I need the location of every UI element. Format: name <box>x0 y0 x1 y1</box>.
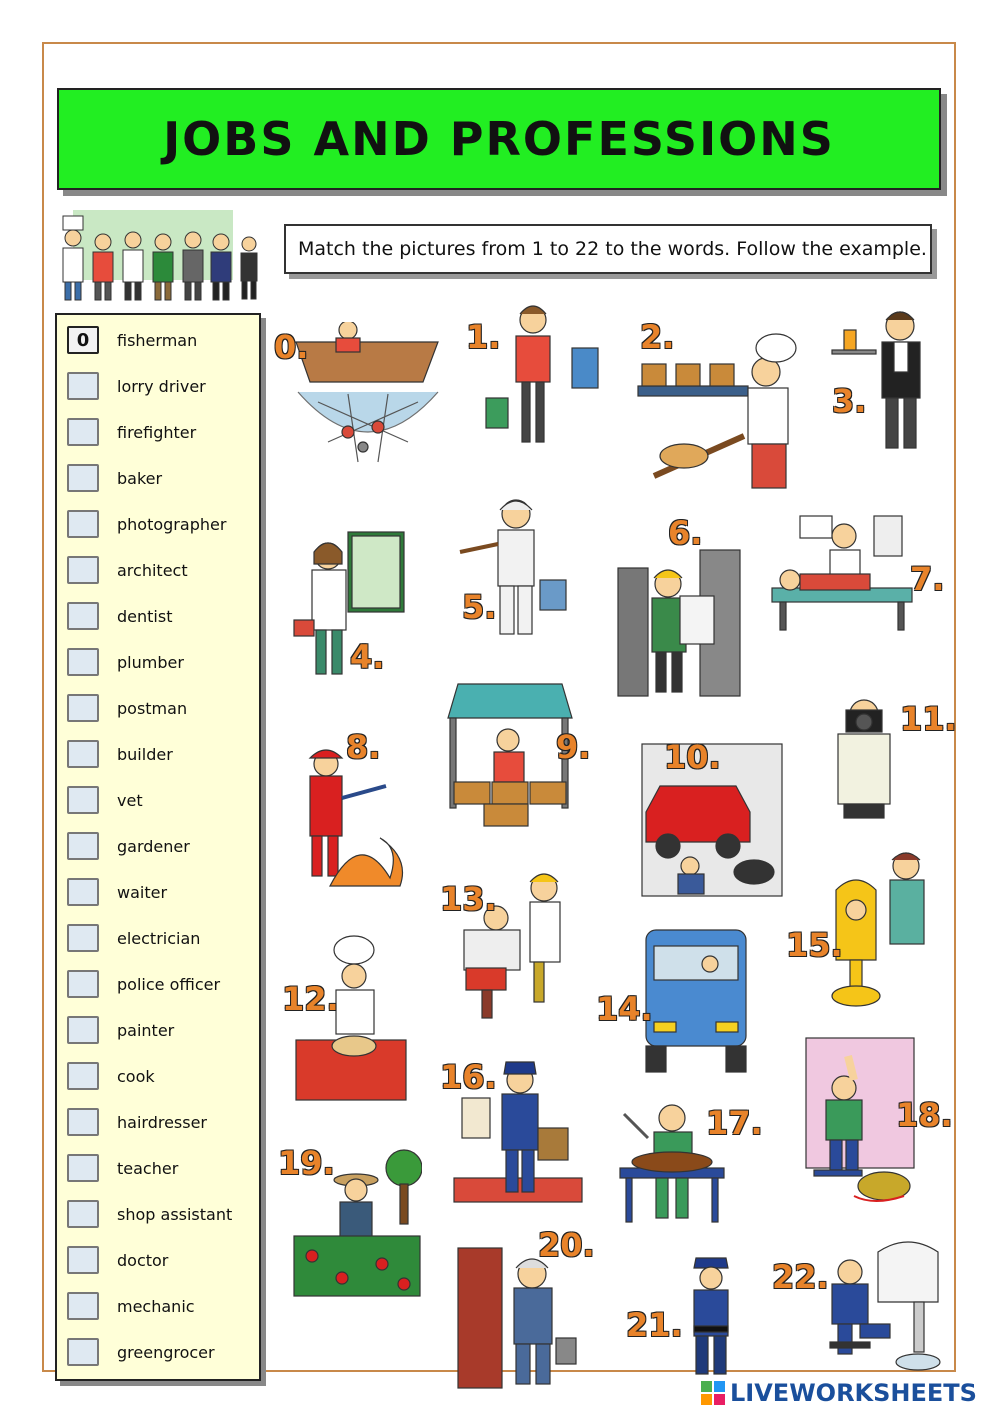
police-officer-picture <box>676 1256 746 1378</box>
picture-number: 4. <box>350 638 385 676</box>
answer-input[interactable] <box>67 556 99 584</box>
word-label: teacher <box>117 1158 179 1178</box>
picture-number: 8. <box>346 728 381 766</box>
word-row <box>67 1107 207 1137</box>
word-row <box>67 1245 168 1275</box>
lorry-driver-picture <box>640 926 754 1076</box>
word-row <box>67 417 196 447</box>
picture-number: 17. <box>706 1104 763 1142</box>
fisherman-picture <box>288 322 448 472</box>
picture-number: 5. <box>462 588 497 626</box>
picture-number: 6. <box>668 514 703 552</box>
picture-number: 22. <box>772 1258 829 1296</box>
answer-input[interactable] <box>67 1292 99 1320</box>
answer-input[interactable] <box>67 694 99 722</box>
answer-input[interactable] <box>67 372 99 400</box>
word-row <box>67 555 188 585</box>
word-label: architect <box>117 560 188 580</box>
word-row <box>67 785 143 815</box>
page-title: JOBS AND PROFESSIONS <box>163 112 835 166</box>
picture-number: 14. <box>596 990 653 1028</box>
doctor-picture <box>770 514 914 634</box>
liveworksheets-logo <box>700 1376 977 1410</box>
word-label: mechanic <box>117 1296 195 1316</box>
example-answer-box: 0 <box>67 326 99 354</box>
word-label: painter <box>117 1020 175 1040</box>
title-banner <box>57 88 941 190</box>
answer-input[interactable] <box>67 740 99 768</box>
picture-number: 10. <box>664 738 721 776</box>
answer-input[interactable] <box>67 924 99 952</box>
photographer-picture <box>818 694 910 820</box>
picture-number: 3. <box>832 382 867 420</box>
word-row <box>67 601 172 631</box>
picture-number: 0. <box>274 328 309 366</box>
word-label: builder <box>117 744 173 764</box>
word-row-example <box>67 325 197 355</box>
answer-input[interactable] <box>67 464 99 492</box>
word-row <box>67 1337 215 1367</box>
picture-number: 19. <box>278 1144 335 1182</box>
word-label: police officer <box>117 974 221 994</box>
waiter-picture <box>828 306 948 454</box>
picture-number: 21. <box>626 1306 683 1344</box>
teacher-picture <box>290 530 408 680</box>
instructions-text: Match the pictures from 1 to 22 to the words. Follow the example. <box>298 238 927 260</box>
picture-number: 12. <box>282 980 339 1018</box>
picture-number: 18. <box>896 1096 953 1134</box>
answer-input[interactable] <box>67 786 99 814</box>
word-label: photographer <box>117 514 227 534</box>
picture-number: 13. <box>440 880 497 918</box>
architect-picture <box>616 548 744 700</box>
answer-input[interactable] <box>67 970 99 998</box>
answer-input[interactable] <box>67 1246 99 1274</box>
word-label: firefighter <box>117 422 197 442</box>
answer-input[interactable] <box>67 1062 99 1090</box>
word-row <box>67 1061 155 1091</box>
picture-number: 16. <box>440 1058 497 1096</box>
word-row <box>67 969 220 999</box>
answer-input[interactable] <box>67 1338 99 1366</box>
word-label: shop assistant <box>117 1204 233 1224</box>
word-label: greengrocer <box>117 1342 215 1362</box>
word-row <box>67 371 206 401</box>
answer-input[interactable] <box>67 832 99 860</box>
cook-picture <box>294 934 408 1106</box>
word-row <box>67 923 200 953</box>
word-row <box>67 1015 174 1045</box>
picture-number: 15. <box>786 926 843 964</box>
word-row <box>67 739 173 769</box>
answer-input[interactable] <box>67 1016 99 1044</box>
plumber-picture <box>818 1232 946 1378</box>
word-label: doctor <box>117 1250 169 1270</box>
picture-number: 9. <box>556 728 591 766</box>
answer-input[interactable] <box>67 510 99 538</box>
word-row <box>67 1291 195 1321</box>
word-label: electrician <box>117 928 201 948</box>
word-row <box>67 647 184 677</box>
answer-input[interactable] <box>67 1154 99 1182</box>
answer-input[interactable] <box>67 418 99 446</box>
word-label: postman <box>117 698 188 718</box>
answer-input[interactable] <box>67 602 99 630</box>
liveworksheets-logo-icon <box>700 1380 726 1406</box>
word-label: plumber <box>117 652 184 672</box>
word-row <box>67 509 226 539</box>
word-row <box>67 693 187 723</box>
answer-input[interactable] <box>67 648 99 676</box>
watermark-text: LIVEWORKSHEETS <box>730 1379 977 1407</box>
word-label: vet <box>117 790 143 810</box>
word-row <box>67 877 167 907</box>
answer-input[interactable] <box>67 1200 99 1228</box>
word-label: waiter <box>117 882 168 902</box>
word-row <box>67 831 190 861</box>
word-label: cook <box>117 1066 155 1086</box>
picture-number: 1. <box>466 318 501 356</box>
word-label: hairdresser <box>117 1112 208 1132</box>
word-label: dentist <box>117 606 173 626</box>
word-label: gardener <box>117 836 190 856</box>
instructions-box <box>284 224 932 274</box>
greengrocer-picture <box>444 682 574 828</box>
answer-input[interactable] <box>67 878 99 906</box>
word-list-panel <box>55 313 261 1381</box>
picture-number: 2. <box>640 318 675 356</box>
picture-number: 7. <box>910 560 945 598</box>
workers-group-illustration <box>55 208 265 304</box>
word-row <box>67 463 162 493</box>
picture-number: 11. <box>900 700 957 738</box>
answer-input[interactable] <box>67 1108 99 1136</box>
word-label: baker <box>117 468 163 488</box>
word-row <box>67 1153 178 1183</box>
word-label: lorry driver <box>117 376 206 396</box>
word-label: fisherman <box>117 330 198 350</box>
picture-number: 20. <box>538 1226 595 1264</box>
word-row <box>67 1199 232 1229</box>
